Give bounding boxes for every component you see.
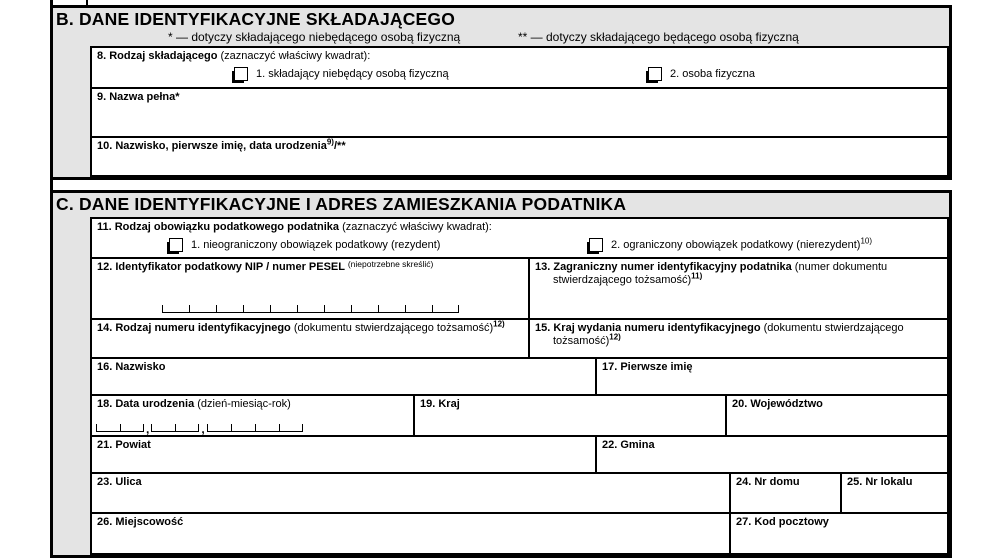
field-18-data-urodzenia[interactable] bbox=[92, 396, 415, 435]
field-8-rodzaj-skladajacego[interactable] bbox=[92, 48, 947, 87]
field-11-label: 11. Rodzaj obowiązku podatkowego podatnika (zaznaczyć właściwy kwadrat): bbox=[97, 221, 492, 233]
section-c bbox=[50, 190, 952, 558]
legend-note-2: ** — dotyczy składającego będącego osobą fizyczną bbox=[518, 30, 799, 44]
field-13-label: 13. Zagraniczny numer identyfikacyjny podatnika (numer dokumentu stwierdzającego tożsamość)$^{11)}$ bbox=[535, 261, 888, 286]
row-fields-21-22 bbox=[92, 437, 947, 474]
field-27-kod-pocztowy[interactable] bbox=[731, 514, 947, 553]
section-b-table bbox=[90, 46, 949, 177]
section-b-title: B. DANE IDENTYFIKACYJNE SKŁADAJĄCEGO bbox=[56, 9, 456, 29]
option-2-osoba-fizyczna[interactable] bbox=[648, 67, 755, 81]
checkbox-skladajacy-niebedacy-icon[interactable] bbox=[234, 67, 248, 81]
field-25-nr-lokalu[interactable] bbox=[842, 474, 947, 512]
checkbox-osoba-fizyczna-icon[interactable] bbox=[648, 67, 662, 81]
field-26-label: 26. Miejscowość bbox=[97, 516, 184, 528]
field-16-label: 16. Nazwisko bbox=[97, 361, 166, 373]
row-fields-26-27 bbox=[92, 514, 947, 553]
comb-separator: , bbox=[146, 422, 150, 435]
field-23-ulica[interactable] bbox=[92, 474, 731, 512]
checkbox-nierezydent-icon[interactable] bbox=[589, 238, 603, 252]
field-17-pierwsze-imie[interactable] bbox=[597, 359, 947, 394]
field-14-rodzaj-numeru[interactable] bbox=[92, 320, 530, 357]
field-12-nip-pesel[interactable] bbox=[92, 259, 530, 318]
field-25-label: 25. Nr lokalu bbox=[847, 476, 913, 488]
legend-note-1: * — dotyczy składającego niebędącego osobą fizyczną bbox=[168, 30, 461, 44]
section-c-table bbox=[90, 217, 949, 555]
field-11-rodzaj-obowiazku[interactable] bbox=[92, 219, 947, 257]
row-field-11 bbox=[92, 219, 947, 259]
field-24-label: 24. Nr domu bbox=[736, 476, 800, 488]
field-21-label: 21. Powiat bbox=[97, 439, 151, 451]
option-2-nierezydent[interactable] bbox=[589, 238, 872, 252]
field-24-nr-domu[interactable] bbox=[731, 474, 842, 512]
field-8-label: 8. Rodzaj składającego (zaznaczyć właściwy kwadrat): bbox=[97, 50, 371, 62]
field-23-label: 23. Ulica bbox=[97, 476, 142, 488]
field-10-label: 10. Nazwisko, pierwsze imię, data urodzenia$^{9)}$/** bbox=[97, 138, 346, 152]
option-1-skladajacy-niebedacy[interactable] bbox=[234, 67, 449, 81]
field-13-zagraniczny-numer[interactable] bbox=[530, 259, 947, 318]
field-15-label: 15. Kraj wydania numeru identyfikacyjnego (dokumentu stwierdzającego tożsamość)$^{12)}$ bbox=[535, 322, 904, 347]
field-27-label: 27. Kod pocztowy bbox=[736, 516, 829, 528]
row-field-9 bbox=[92, 89, 947, 138]
field-19-kraj[interactable] bbox=[415, 396, 727, 435]
field-22-gmina[interactable] bbox=[597, 437, 947, 472]
option-1-label: 1. składający niebędący osobą fizyczną bbox=[256, 68, 449, 80]
checkbox-rezydent-icon[interactable] bbox=[169, 238, 183, 252]
field-12-label: 12. Identyfikator podatkowy NIP / numer PESEL $^{(niepotrzebne skreślić)}$ bbox=[97, 259, 434, 273]
row-fields-16-17 bbox=[92, 359, 947, 396]
field-17-label: 17. Pierwsze imię bbox=[602, 361, 693, 373]
field-20-wojewodztwo[interactable] bbox=[727, 396, 947, 435]
row-fields-18-19-20 bbox=[92, 396, 947, 437]
birthdate-comb-input[interactable] bbox=[96, 422, 303, 435]
field-9-label: 9. Nazwa pełna* bbox=[97, 91, 180, 103]
field-9-nazwa-pelna[interactable] bbox=[92, 89, 947, 136]
section-c-title: C. DANE IDENTYFIKACYJNE I ADRES ZAMIESZKANIA PODATNIKA bbox=[56, 194, 627, 214]
field-18-label: 18. Data urodzenia (dzień-miesiąc-rok) bbox=[97, 398, 291, 410]
field-26-miejscowosc[interactable] bbox=[92, 514, 731, 553]
field-14-label: 14. Rodzaj numeru identyfikacyjnego (dokumentu stwierdzającego tożsamość)$^{12)}$ bbox=[97, 320, 505, 334]
option-2-nierezydent-label: 2. ograniczony obowiązek podatkowy (nierezydent)$^{10)}$ bbox=[611, 236, 873, 251]
row-fields-12-13 bbox=[92, 259, 947, 320]
row-field-8 bbox=[92, 48, 947, 89]
field-16-nazwisko[interactable] bbox=[92, 359, 597, 394]
row-fields-14-15 bbox=[92, 320, 947, 359]
row-field-10 bbox=[92, 138, 947, 175]
nip-pesel-comb-input[interactable] bbox=[162, 305, 459, 313]
field-20-label: 20. Województwo bbox=[732, 398, 823, 410]
comb-separator: , bbox=[201, 422, 205, 435]
field-10-nazwisko-imie-data[interactable] bbox=[92, 138, 947, 175]
option-1-rezydent-label: 1. nieograniczony obowiązek podatkowy (rezydent) bbox=[191, 239, 441, 251]
section-b bbox=[50, 5, 952, 180]
crop-border-remnant bbox=[50, 180, 53, 190]
field-21-powiat[interactable] bbox=[92, 437, 597, 472]
field-19-label: 19. Kraj bbox=[420, 398, 460, 410]
field-22-label: 22. Gmina bbox=[602, 439, 655, 451]
option-1-rezydent[interactable] bbox=[169, 238, 440, 252]
field-15-kraj-wydania[interactable] bbox=[530, 320, 947, 357]
row-fields-23-24-25 bbox=[92, 474, 947, 514]
option-2-label: 2. osoba fizyczna bbox=[670, 68, 755, 80]
section-b-legend bbox=[53, 30, 949, 46]
